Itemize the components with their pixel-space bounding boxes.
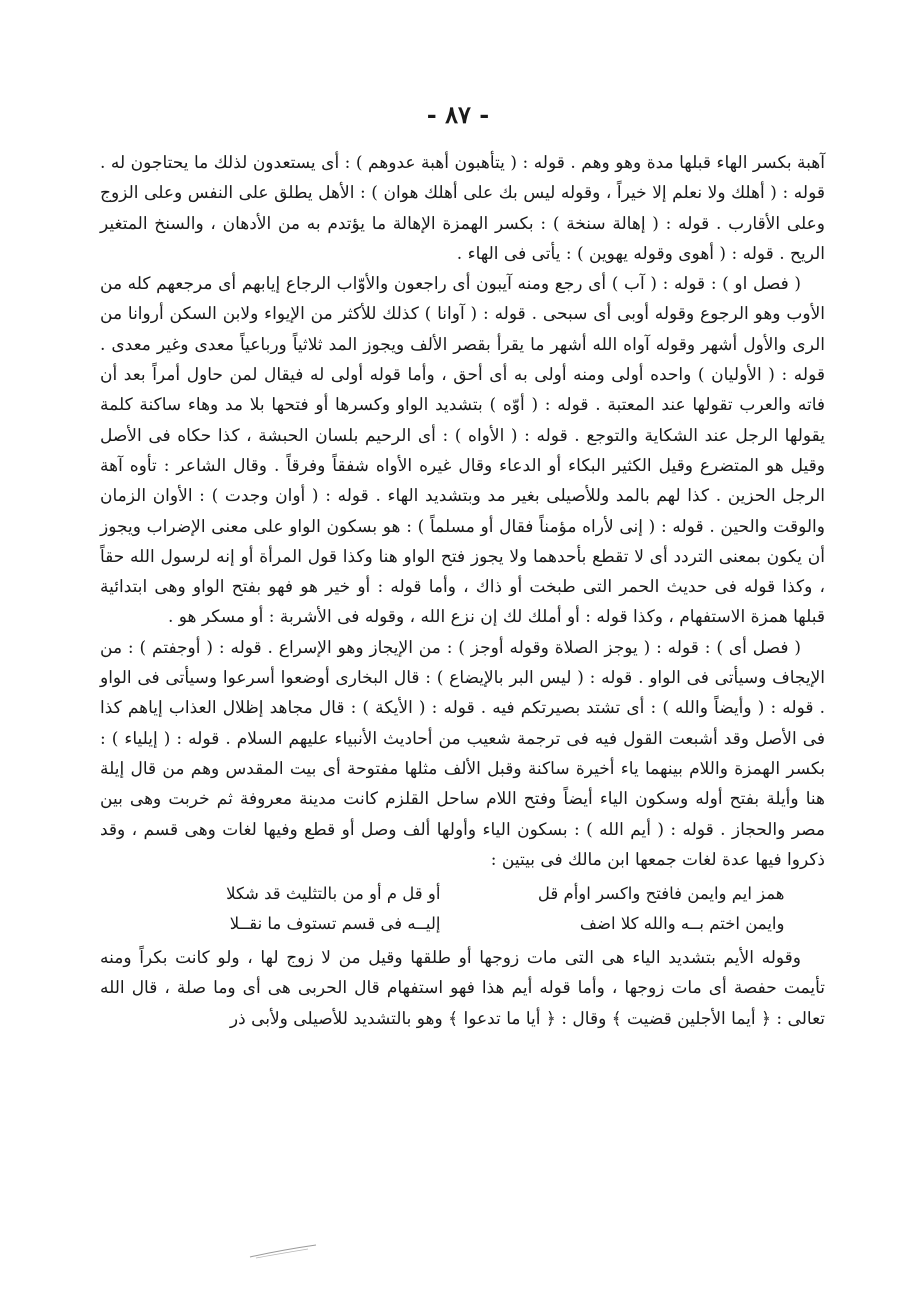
- page-body: [100, 148, 825, 1034]
- poem-hemistich-right: وايمن اختم بــه والله كلا اضف: [579, 914, 785, 934]
- paragraph-fasl-ay: ( فصل أى ) : قوله : ( يوجز الصلاة وقوله أوجز ) : من الإيجاز وهو الإسراع . قوله : ( أوجفتم ) : من الإيجاف وسيأتى فى الواو . قوله : ( ليس البر بالإيضاع ) : قال البخارى أوضعوا أسرعوا وسيأتى فى الواو . قوله : ( وأيضاً والله ) : أى تشتد بصيرتكم فيه . قوله : ( الأيكة ) : قال مجاهد إظلال العذاب إياهم كذا فى الأصل وقد أشبعت القول فيه فى ترجمة شعيب من أحاديث الأنبياء عليهم السلام . قوله : ( إيلياء ) : بكسر الهمزة واللام بينهما ياء أخيرة ساكنة وقبل الألف مثلها مفتوحة أى بيت المقدس وهم من قال إيلة هنا وأيلة بفتح أوله وسكون الياء أيضاً وفتح اللام ساحل القلزم كانت مدينة معروفة ثم خربت وهى بين مصر والحجاز . قوله : ( أيم الله ) : بسكون الياء وأولها ألف وصل أو قطع وفيها لغات وهى قسم ، وقد ذكروا فيها عدة لغات جمعها ابن مالك فى بيتين :: [100, 637, 825, 870]
- poem-verse: [100, 909, 825, 939]
- paragraph-intro: آهبة بكسر الهاء قبلها مدة وهو وهم . قوله : ( يتأهبون أهبة عدوهم ) : أى يستعدون لذلك ما يحتاجون له . قوله : ( أهلك ولا نعلم إلا خيراً ، وقوله ليس بك على أهلك هوان ) : الأهل يطلق على النفس وعلى الزوج وعلى الأقارب . قوله : ( إهالة سنخة ) : بكسر الهمزة الإهالة ما يؤتدم به من الأدهان ، والسنخ المتغير الريح . قوله : ( أهوى وقوله يهوين ) : يأتى فى الهاء .: [100, 153, 825, 264]
- poem-verse: [100, 879, 825, 909]
- page-number: - ٨٧ -: [426, 100, 490, 129]
- pencil-mark: [248, 1243, 318, 1259]
- paragraph-fasl-aw: ( فصل او ) : قوله : ( آب ) أى رجع ومنه آيبون أى راجعون والأوّاب الرجاع إيابهم أى مرجعهم كله من الأوب وهو الرجوع وقوله أوبى أى سبحى . قوله : ( آوانا ) كذلك للأكثر من الإيواء ولابن السكن أروانا من الرى والأول أشهر وقوله آواه الله أشهر ما يقرأ بقصر الألف ويجوز المد ثلاثياً ورباعياً معدى وغير معدى . قوله : ( الأوليان ) واحده أولى ومنه أولى به أى أحق ، وأما قوله أولى له فيقال لمن حاول أمراً بعد أن فاته والعرب تقولها عند المعتبة . قوله : ( أوّه ) بتشديد الواو وكسرها أو فتحها بلا مد وهاء ساكنة كلمة يقولها الرجل عند الشكاية والتوجع . قوله : ( الأواه ) : أى الرحيم بلسان الحبشة ، كذا حكاه فى الأصل وقيل هو المتضرع وقيل الكثير البكاء أو الدعاء وقال غيره الأواه شفقاً وفرقاً . وقال الشاعر : تأوه آهة الرجل الحزين . كذا لهم بالمد وللأصيلى بغير مد وبتشديد الهاء . قوله : ( أوان وجدت ) : الأوان الزمان والوقت والحين . قوله : ( إنى لأراه مؤمناً فقال أو مسلماً ) : هو بسكون الواو على معنى الإضراب ويجوز أن يكون بمعنى التردد أى لا تقطع بأحدهما ولا يجوز فتح الواو هنا وكذا قول المرأة أو إنه لرسول الله حقاً ، وكذا قوله فى حديث الحمر التى طبخت أو ذاك ، وأما قوله : أو خير هو فهو بفتح الواو وهى ابتدائية قبلها همزة الاستفهام ، وكذا قوله : أو أملك لك إن نزع الله ، وقوله فى الأشربة : أو مسكر هو .: [100, 274, 825, 628]
- poem-hemistich-left: أو قل م أو من بالتثليث قد شكلا: [226, 884, 441, 904]
- poem-hemistich-right: همز ايم وايمن فافتح واكسر اوأم قل: [537, 884, 785, 904]
- poem-hemistich-left: إليــه فى قسم تستوف ما نقــلا: [229, 914, 441, 934]
- poem: [100, 879, 825, 939]
- paragraph-closing: وقوله الأيم بتشديد الياء هى التى مات زوجها أو طلقها وقيل من لا زوج لها ، ولو كانت بكراً ومنه تأيمت حفصة أى مات زوجها ، وأما قوله أيم هذا فهو استفهام قال الحربى هى أى وما صلة ، قال الله تعالى : ﴿ أيما الأجلين قضيت ﴾ وقال : ﴿ أيا ما تدعوا ﴾ وهو بالتشديد للأصيلى ولأبى ذر: [100, 948, 825, 1029]
